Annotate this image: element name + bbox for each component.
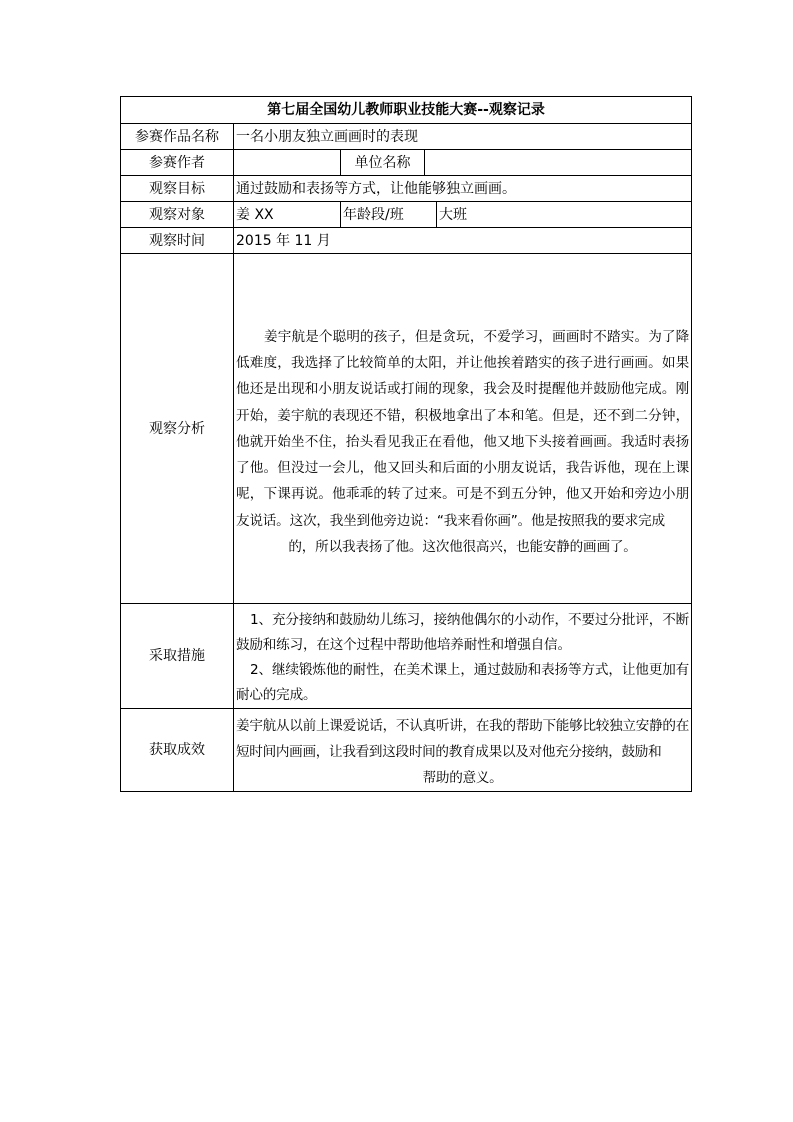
measures-label: 采取措施	[121, 604, 234, 709]
subject-label: 观察对象	[121, 202, 234, 228]
results-paragraph	[236, 713, 689, 791]
measure-item: 2、继续锻炼他的耐性，在美术课上，通过鼓励和表扬等方式，让他更加有耐心的完成。	[236, 662, 690, 703]
measure-item: 1、充分接纳和鼓励幼儿练习，接纳他偶尔的小动作，不要过分批评，不断鼓励和练习，在这个过程中帮助他培养耐性和增强自信。	[236, 612, 690, 653]
observation-record-table	[120, 96, 692, 792]
analysis-last-line: 的，所以我表扬了他。这次他很高兴，也能安静的画画了。	[288, 539, 637, 556]
work-name-value: 一名小朋友独立画画时的表现	[234, 124, 692, 150]
age-group-value: 大班	[437, 202, 692, 228]
record-title: 第七届全国幼儿教师职业技能大赛--观察记录	[121, 97, 692, 124]
analysis-content	[234, 254, 692, 604]
results-content	[234, 709, 692, 792]
results-text: 姜宇航从以前上课爱说话，不认真听讲，在我的帮助下能够比较独立安静的在短时间内画画，让我看到这段时间的教育成果以及对他充分接纳，鼓励和	[236, 718, 690, 760]
subject-value: 姜 XX	[234, 202, 341, 228]
unit-name-value	[425, 150, 692, 176]
measures-content	[234, 604, 692, 709]
results-last-line: 帮助的意义。	[422, 770, 503, 786]
author-value	[234, 150, 341, 176]
analysis-label: 观察分析	[121, 254, 234, 604]
author-label: 参赛作者	[121, 150, 234, 176]
work-name-label: 参赛作品名称	[121, 124, 234, 150]
goal-value: 通过鼓励和表扬等方式，让他能够独立画画。	[234, 176, 692, 202]
analysis-text: 姜宇航是个聪明的孩子，但是贪玩，不爱学习，画画时不踏实。为了降低难度，我选择了比较简单的太阳，并让他挨着踏实的孩子进行画画。如果他还是出现和小朋友说话或打闹的现象，我会及时提醒他并鼓励他完成。刚开始，姜宇航的表现还不错，积极地拿出了本和笔。但是，还不到二分钟，他就开始坐不住，抬头看见我正在看他，他又地下头接着画画。我适时表扬了他。但没过一会儿，他又回头和后面的小朋友说话，我告诉他，现在上课呢，下课再说。他乖乖的转了过来。可是不到五分钟，他又开始和旁边小朋友说话。这次，我坐到他旁边说：“我来看你画”。他是按照我的要求完成	[236, 328, 690, 529]
age-group-label: 年龄段/班	[341, 202, 437, 228]
time-label: 观察时间	[121, 228, 234, 254]
time-value: 2015 年 11 月	[234, 228, 692, 254]
results-label: 获取成效	[121, 709, 234, 792]
unit-name-label: 单位名称	[341, 150, 425, 176]
goal-label: 观察目标	[121, 176, 234, 202]
analysis-paragraph	[236, 297, 689, 561]
